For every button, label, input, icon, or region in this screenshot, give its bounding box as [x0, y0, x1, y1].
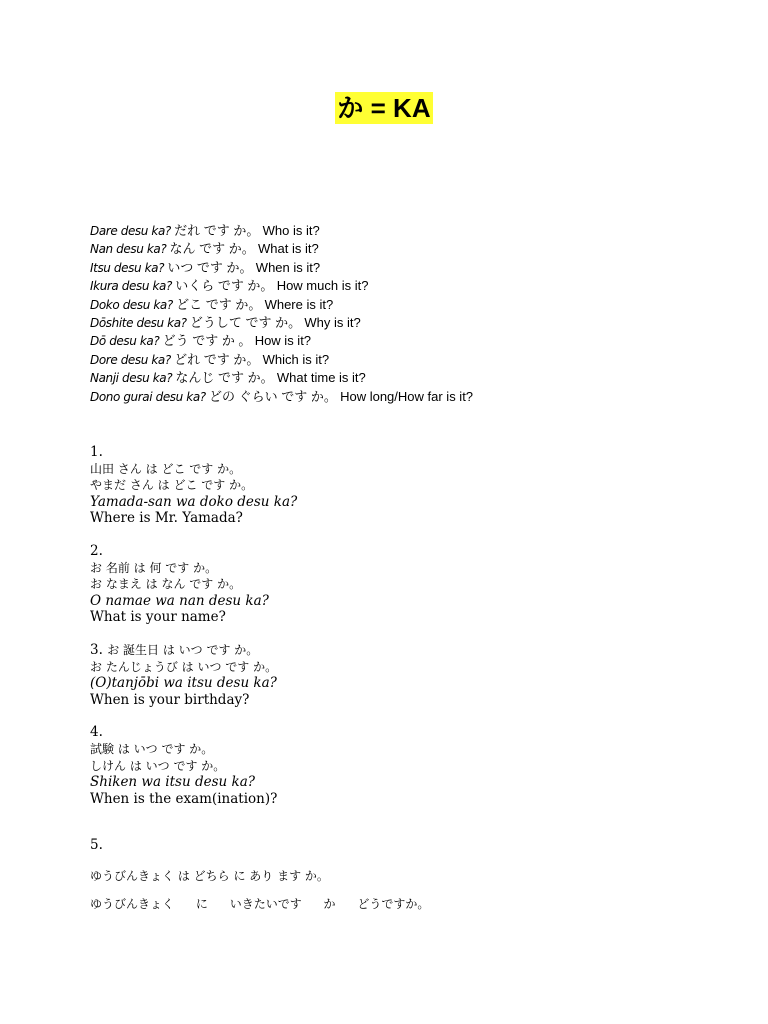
question-english: Where is it?	[264, 296, 334, 312]
example-kana: しけん は いつ です か。	[90, 758, 226, 773]
question-line	[90, 277, 730, 295]
question-english: Which is it?	[262, 351, 330, 367]
question-english: How long/How far is it?	[340, 388, 474, 404]
example-2	[90, 543, 730, 626]
question-english: When is it?	[255, 259, 321, 275]
question-line	[90, 240, 730, 258]
question-romaji: Nan desu ka?	[90, 242, 167, 257]
example-number: 1.	[90, 444, 103, 460]
example-kana: お たんじょうび は いつ です か。	[90, 659, 278, 674]
question-english: What time is it?	[276, 370, 366, 386]
question-romaji: Ikura desu ka?	[90, 279, 172, 294]
example-4	[90, 724, 730, 807]
example-list	[90, 444, 730, 913]
example-english: When is your birthday?	[90, 691, 250, 708]
question-line	[90, 369, 730, 387]
question-line	[90, 259, 730, 277]
question-romaji: Dore desu ka?	[90, 352, 171, 367]
question-line	[90, 351, 730, 369]
example-header-line	[90, 642, 730, 659]
question-english: Why is it?	[304, 315, 361, 331]
example-english: What is your name?	[90, 609, 226, 626]
example-kanji: お 名前 は 何 です か。	[90, 560, 218, 575]
question-kana: いくら です か。	[175, 278, 274, 294]
question-line	[90, 388, 730, 406]
example-romaji: O namae wa nan desu ka?	[90, 592, 269, 609]
example-romaji: Yamada-san wa doko desu ka?	[90, 493, 298, 510]
example-english: When is the exam(ination)?	[90, 790, 278, 807]
question-english: What is it?	[258, 241, 319, 257]
question-line	[90, 296, 730, 314]
question-kana: なんじ です か。	[175, 370, 274, 386]
question-kana: どれ です か。	[174, 351, 260, 367]
question-line	[90, 332, 730, 350]
question-romaji: Nanji desu ka?	[90, 371, 173, 386]
title-container	[0, 92, 768, 124]
question-english: Who is it?	[262, 223, 320, 238]
example-option: いきたいです	[229, 897, 302, 912]
question-line	[90, 314, 730, 332]
page-title: か = KA	[337, 93, 431, 123]
question-romaji: Itsu desu ka?	[90, 260, 165, 275]
example-number: 3.	[90, 641, 103, 658]
example-romaji: (O)tanjōbi wa itsu desu ka?	[90, 675, 277, 692]
question-romaji: Dōshite desu ka?	[90, 316, 187, 331]
question-kana: いつ です か。	[167, 259, 253, 275]
question-romaji: Dare desu ka?	[90, 224, 171, 238]
example-kana: ゆうびんきょく は どちら に あり ます か。	[90, 868, 329, 883]
example-3	[90, 642, 730, 708]
question-kana: なん です か。	[169, 241, 255, 257]
question-english: How is it?	[254, 333, 312, 349]
example-option: に	[195, 897, 208, 912]
question-kana: どの ぐらい です か。	[209, 388, 337, 404]
question-romaji: Dono gurai desu ka?	[90, 389, 206, 404]
example-english: Where is Mr. Yamada?	[90, 510, 243, 527]
question-list	[90, 222, 730, 406]
example-option: どうですか。	[357, 897, 430, 912]
example-kanji: 試験 は いつ です か。	[90, 741, 214, 756]
example-number: 4.	[90, 724, 103, 741]
example-5	[90, 837, 730, 913]
question-kana: どうして です か。	[189, 315, 302, 331]
question-line	[90, 222, 730, 240]
question-kana: どこ です か。	[176, 296, 262, 312]
question-romaji: Dō desu ka?	[90, 334, 160, 349]
example-kanji: お 誕生日 は いつ です か。	[107, 642, 259, 657]
example-option: ゆうびんきょく	[90, 897, 175, 912]
example-1	[90, 444, 730, 527]
example-option: か	[323, 897, 336, 912]
question-kana: どう です か 。	[162, 333, 252, 349]
example-romaji: Shiken wa itsu desu ka?	[90, 774, 255, 791]
example-kana: やまだ さん は どこ です か。	[90, 478, 254, 493]
question-english: How much is it?	[276, 278, 369, 294]
question-kana: だれ です か。	[174, 223, 260, 238]
example-number: 2.	[90, 542, 103, 559]
example-kana: お なまえ は なん です か。	[90, 577, 242, 592]
example-number: 5.	[90, 837, 103, 854]
example-kanji: 山田 さん は どこ です か。	[90, 461, 242, 476]
example-options-row	[90, 896, 730, 913]
question-romaji: Doko desu ka?	[90, 297, 173, 312]
